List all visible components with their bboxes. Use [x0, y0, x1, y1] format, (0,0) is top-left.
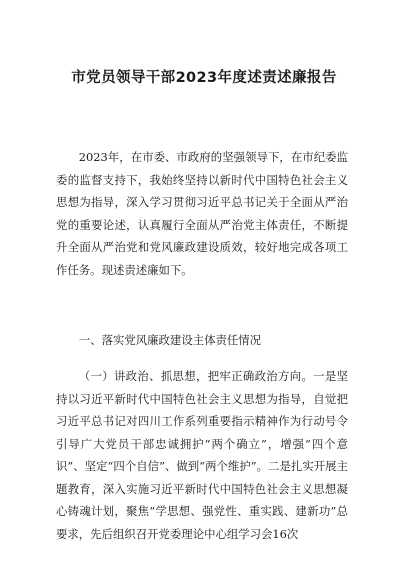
- intro-paragraph: 2023年，在市委、市政府的坚强领导下，在市纪委监委的监督支持下，我始终坚持以新时代中国特色社会主义思想为指导，深入学习贯彻习近平总书记关于全面从严治党的重要论述，认真履行全面从严治党主体责任，不断提升全面从严治党和党风廉政建设质效，较好地完成各项工作任务。现述责述廉如下。: [56, 150, 348, 277]
- section-heading: 一、落实党风廉政建设主体责任情况: [78, 333, 262, 347]
- document-title: 市党员领导干部2023年度述责述廉报告: [71, 70, 337, 86]
- section-paragraph: （一）讲政治、抓思想，把牢正确政治方向。一是坚持以习近平新时代中国特色社会主义思想为指导，自觉把习近平总书记对四川工作系列重要指示精神作为行动号令引导广大党员干部忠诚拥护“两个确立”，增强“四个意识”、坚定“四个自信”、做到“两个维护”。二是扎实开展主题教育，深入实施习近平新时代中国特色社会主义思想凝心铸魂计划，聚焦“学思想、强党性、重实践、建新功”总要求，先后组织召开党委理论中心组学习会16次: [56, 369, 348, 541]
